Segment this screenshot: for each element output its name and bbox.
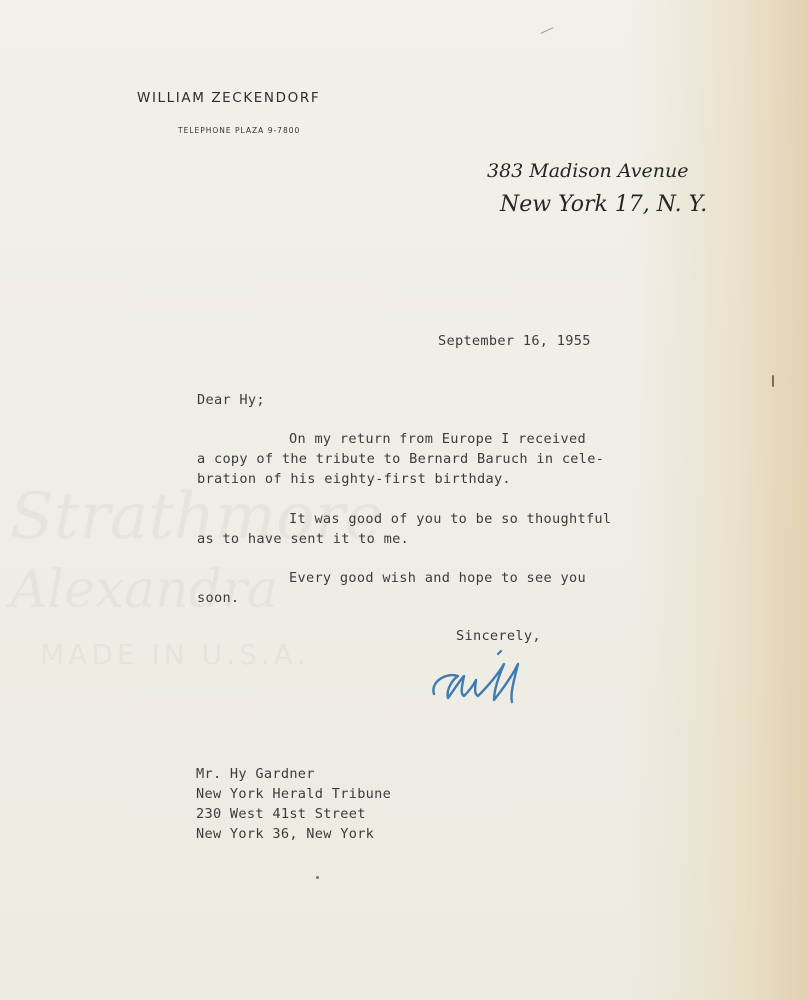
letterhead-address-street: 383 Madison Avenue	[487, 160, 689, 182]
paragraph-3-line-2: soon.	[197, 590, 240, 606]
paragraph-1-line-1: On my return from Europe I received	[289, 431, 586, 447]
letter-salutation: Dear Hy;	[197, 392, 265, 408]
letter-date: September 16, 1955	[438, 333, 591, 349]
letter-closing: Sincerely,	[456, 628, 541, 644]
recipient-name: Mr. Hy Gardner	[196, 766, 315, 782]
paragraph-3-line-1: Every good wish and hope to see you	[289, 570, 586, 586]
signature-icon	[428, 650, 538, 710]
recipient-organization: New York Herald Tribune	[196, 786, 392, 802]
paper-scratch	[540, 27, 553, 34]
paragraph-1-line-3: bration of his eighty-first birthday.	[197, 471, 511, 487]
recipient-city: New York 36, New York	[196, 826, 375, 842]
recipient-street: 230 West 41st Street	[196, 806, 366, 822]
paper-mark	[772, 375, 774, 387]
paragraph-2-line-1: It was good of you to be so thoughtful	[289, 511, 612, 527]
letterhead-name: WILLIAM ZECKENDORF	[137, 90, 321, 106]
paragraph-2-line-2: as to have sent it to me.	[197, 531, 410, 547]
letterhead-telephone: TELEPHONE PLAZA 9-7800	[178, 126, 301, 135]
letterhead-address-city: New York 17, N. Y.	[500, 192, 708, 217]
paper-watermark-origin	[40, 638, 309, 671]
paragraph-1-line-2: a copy of the tribute to Bernard Baruch in cele-	[197, 451, 605, 467]
paper-speck	[316, 876, 319, 879]
